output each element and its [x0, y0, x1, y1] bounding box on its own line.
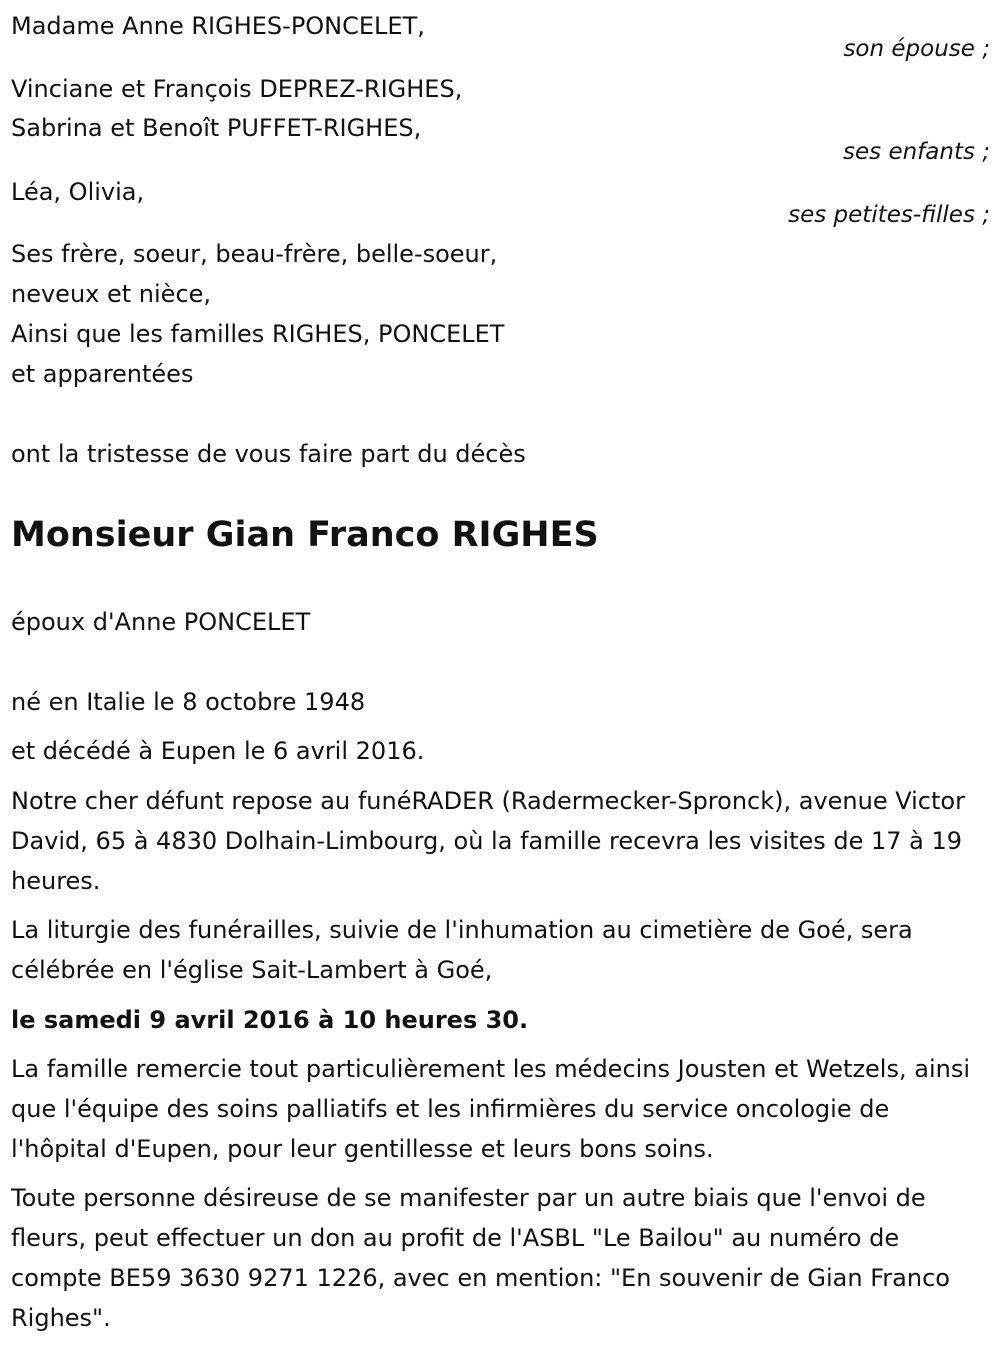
siblings-line-2: neveux et nièce,: [11, 280, 212, 308]
obituary-page: [11, 0, 990, 1355]
siblings-line-3: Ainsi que les familles RIGHES, PONCELET: [11, 320, 505, 348]
liturgy-paragraph: La liturgie des funérailles, suivie de l'inhumation au cimetière de Goé, sera célébrée en l'église Sait-Lambert à Goé,: [11, 916, 913, 984]
siblings-line-4: et apparentées: [11, 360, 194, 388]
child-line-2: Sabrina et Benoît PUFFET-RIGHES,: [11, 114, 422, 142]
death-line: et décédé à Eupen le 6 avril 2016.: [11, 737, 425, 765]
announcement-text: ont la tristesse de vous faire part du décès: [11, 440, 526, 468]
siblings-line-1: Ses frère, soeur, beau-frère, belle-soeur,: [11, 240, 498, 268]
spouse-name: Madame Anne RIGHES-PONCELET,: [11, 12, 425, 40]
grandchildren-line: Léa, Olivia,: [11, 178, 145, 206]
birth-line: né en Italie le 8 octobre 1948: [11, 688, 366, 716]
donation-paragraph: Toute personne désireuse de se manifester par un autre biais que l'envoi de fleurs, peut effectuer un don au profit de l'ASBL "Le Bailou" au numéro de compte BE59 3630 9271 1226, avec en mention: "En souvenir de Gian Franco Righes".: [11, 1184, 950, 1332]
child-line-1: Vinciane et François DEPREZ-RIGHES,: [11, 75, 463, 103]
funeral-date: le samedi 9 avril 2016 à 10 heures 30.: [11, 1006, 529, 1034]
children-role: ses enfants ;: [843, 139, 990, 165]
deceased-name: Monsieur Gian Franco RIGHES: [11, 515, 599, 555]
spouse-role: son épouse ;: [843, 36, 990, 62]
thanks-paragraph: La famille remercie tout particulièrement les médecins Jousten et Wetzels, ainsi que l'équipe des soins palliatifs et les infirmières du service oncologie de l'hôpital d'Eupen, pour leur gentillesse et leurs bons soins.: [11, 1055, 970, 1163]
spouse-of-line: époux d'Anne PONCELET: [11, 608, 311, 636]
grandchildren-role: ses petites-filles ;: [788, 202, 990, 228]
repose-paragraph: Notre cher défunt repose au funéRADER (Radermecker-Spronck), avenue Victor David, 65 à 4830 Dolhain-Limbourg, où la famille recevra les visites de 17 à 19 heures.: [11, 787, 965, 895]
